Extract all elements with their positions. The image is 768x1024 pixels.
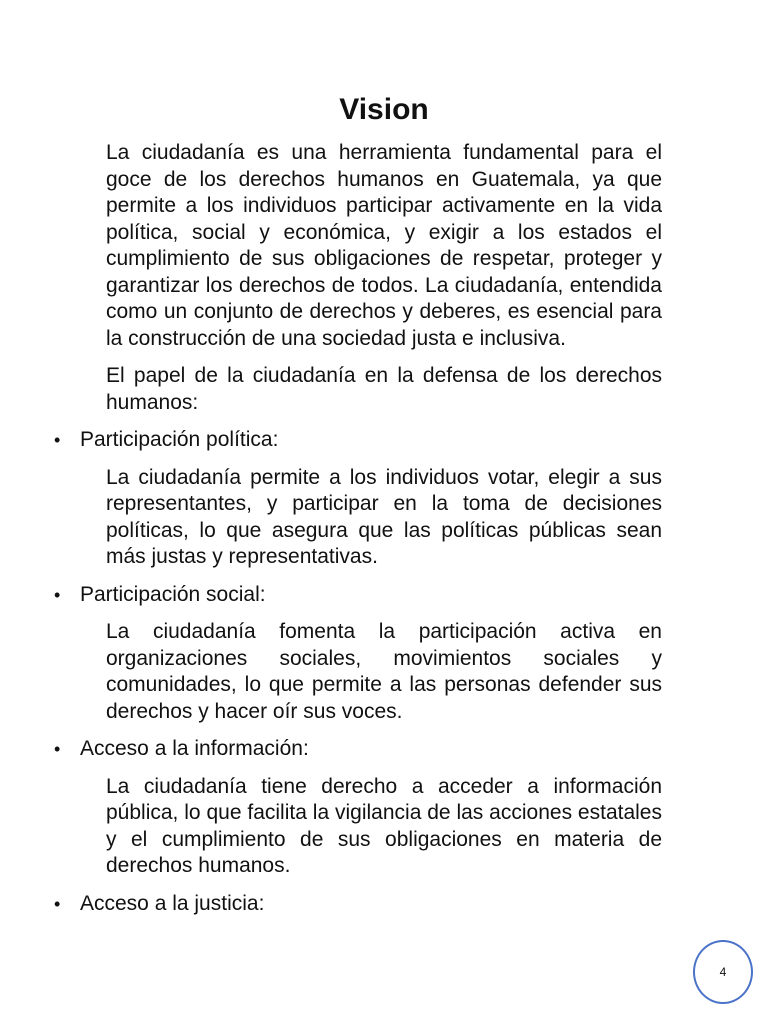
bullet-heading: Participación política: [80,428,279,451]
section-paragraph: La ciudadanía permite a los individuos votar, elegir a sus representantes, y participar en la toma de decisiones políticas, lo que asegura que las políticas públicas sean más justas y representativas. [106,465,662,568]
bullet-heading: Acceso a la justicia: [80,891,265,915]
document-body [50,140,662,928]
bullet-item-acceso-justicia [50,891,662,918]
section-paragraph: La ciudadanía fomenta la participación activa en organizaciones sociales, movimientos sociales y comunidades, lo que permite a las personas defender sus derechos y hacer oír sus voces. [106,620,662,723]
bullet-item-acceso-informacion [50,736,662,763]
bullet-icon: • [54,893,61,914]
page-title: Vision [339,93,429,126]
page-number-badge [693,940,753,1004]
intro-paragraph: La ciudadanía es una herramienta fundamental para el goce de los derechos humanos en Guatemala, ya que permite a los individuos participar activamente en la vida política, social y económica, y exigir a los estados el cumplimiento de sus obligaciones de respetar, proteger y garantizar los derechos de todos. La ciudadanía, entendida como un conjunto de derechos y deberes, es esencial para la construcción de una sociedad justa e inclusiva. [106,141,662,350]
bullet-item-participacion-social [50,582,662,609]
bullet-heading: Acceso a la información: [80,737,309,760]
intro-paragraph: El papel de la ciudadanía en la defensa de los derechos humanos: [106,364,662,414]
section-paragraph: La ciudadanía tiene derecho a acceder a información pública, lo que facilita la vigilancia de las acciones estatales y el cumplimiento de sus obligaciones en materia de derechos humanos. [106,774,662,877]
bullet-icon: • [54,739,61,759]
page-number: 4 [719,965,727,979]
bullet-icon: • [54,430,61,450]
bullet-heading: Participación social: [80,582,266,606]
bullet-item-participacion-politica [50,427,662,454]
bullet-icon: • [54,584,61,605]
